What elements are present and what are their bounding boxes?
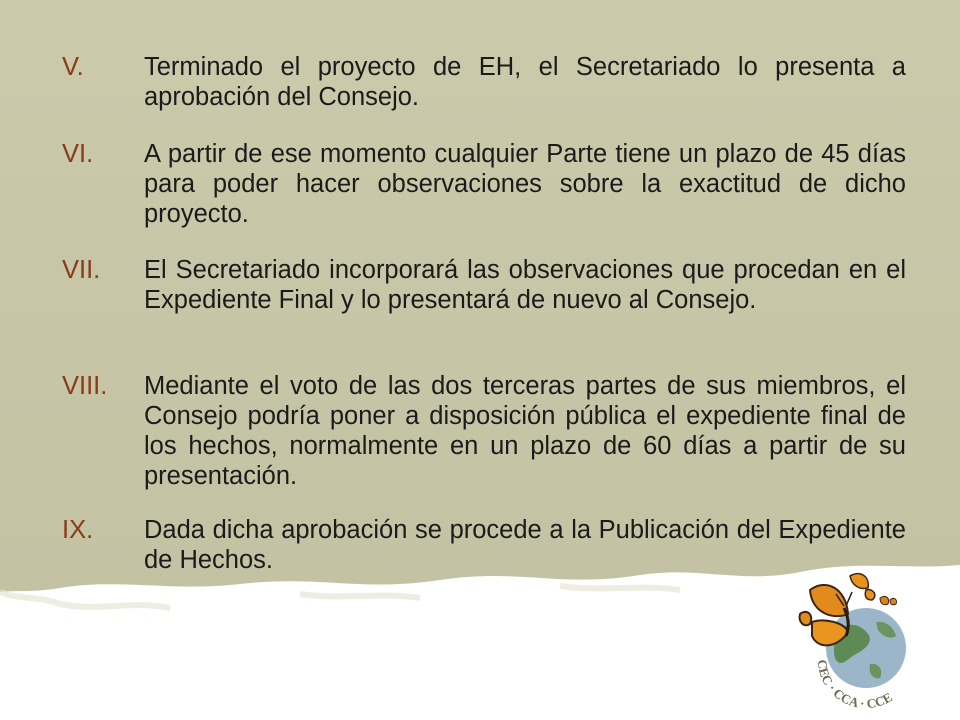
list-item xyxy=(62,371,906,491)
item-text: Dada dicha aprobación se procede a la Publicación del Expediente de Hechos. xyxy=(144,516,906,574)
item-numeral: VII. xyxy=(62,256,101,284)
item-text: Terminado el proyecto de EH, el Secretariado lo presenta a aprobación del Consejo. xyxy=(144,53,906,111)
list-item xyxy=(62,139,906,229)
list-item xyxy=(62,515,906,575)
logo-ring-text: CEC · CCA · CCE xyxy=(814,658,895,712)
item-numeral: VI. xyxy=(62,140,94,168)
item-numeral: VIII. xyxy=(62,372,108,400)
item-numeral: V. xyxy=(62,53,84,81)
item-text: Mediante el voto de las dos terceras partes de sus miembros, el Consejo podría poner a disposición pública el expediente final de los hechos, normalmente en un plazo de 60 días a partir de su presentación. xyxy=(144,372,906,490)
list-item xyxy=(62,52,906,112)
cec-logo xyxy=(790,570,930,720)
item-text: El Secretariado incorporará las observaciones que procedan en el Expediente Final y lo presentará de nuevo al Consejo. xyxy=(144,256,906,314)
item-text: A partir de ese momento cualquier Parte tiene un plazo de 45 días para poder hacer observaciones sobre la exactitud de dicho proyecto. xyxy=(144,140,906,228)
item-numeral: IX. xyxy=(62,516,94,544)
butterfly-globe-icon xyxy=(800,574,906,688)
list-item xyxy=(62,255,906,315)
